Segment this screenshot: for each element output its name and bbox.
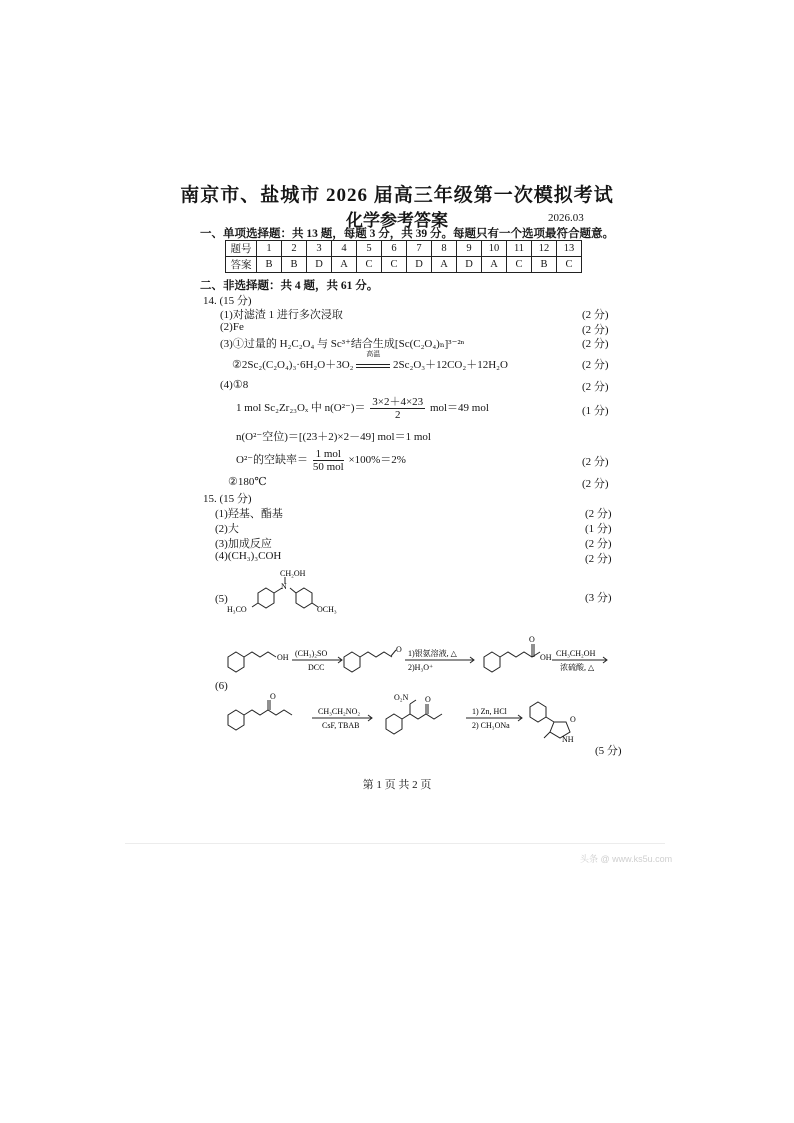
fraction: [370, 396, 425, 421]
denominator: 2: [394, 409, 401, 421]
hydroxyl-label: OH: [277, 653, 289, 662]
benzene-ring: [530, 702, 546, 722]
answer-cell: C: [382, 257, 407, 273]
question-number: 6: [382, 241, 407, 257]
q14-score-1: (2 分): [582, 309, 609, 321]
calc-1-suffix: mol＝49 mol: [429, 402, 489, 415]
answer-cell: B: [257, 257, 282, 273]
benzene-ring: [228, 652, 244, 672]
benzene-ring: [228, 710, 244, 730]
equals-sign: [356, 364, 390, 368]
number-row: [226, 241, 582, 257]
q14-answer-2: (2)Fe: [220, 321, 244, 333]
reagent-bottom: CsF, TBAB: [322, 721, 360, 730]
answer-table: [225, 240, 582, 273]
reagent-top: CH₃CH₂OH: [556, 649, 596, 658]
q14-calc-1: [236, 396, 489, 421]
page-footer: 第 1 页 共 2 页: [362, 779, 432, 791]
reagent-bottom: 2) CH₃ONa: [472, 721, 510, 730]
question-number: 1: [257, 241, 282, 257]
question-number: 8: [432, 241, 457, 257]
oxygen-label: O: [570, 715, 576, 724]
equation-reactants: ②2Sc₂(C₂O₄)₃·6H₂O＋3O₂: [232, 359, 354, 371]
reagent-top: CH₃CH₂NO₂: [318, 707, 361, 716]
q15-score-5: (3 分): [585, 592, 612, 604]
amine-label: NH: [562, 735, 574, 744]
numerator: 3×2＋4×23: [372, 396, 424, 408]
divider: [125, 843, 665, 844]
oxygen-label: O: [529, 635, 535, 644]
oxygen-label: O: [270, 692, 276, 701]
hydroxymethyl-group: CH₂OH: [280, 569, 306, 578]
q15-answer-1: (1)羟基、酯基: [215, 508, 283, 520]
q15-answer-6-label: (6): [215, 680, 228, 692]
methoxy-left: H₃CO: [227, 605, 247, 614]
reagent-top: 1) Zn, HCl: [472, 707, 507, 716]
denominator: 50 mol: [312, 461, 344, 473]
answer-row: [226, 257, 582, 273]
reaction-condition: 高温: [366, 350, 381, 358]
answer-cell: B: [532, 257, 557, 273]
reagent-bottom: DCC: [308, 663, 325, 672]
equation-products: 2Sc₂O₃＋12CO₂＋12H₂O: [392, 359, 508, 371]
question-number: 3: [307, 241, 332, 257]
question-number: 9: [457, 241, 482, 257]
page-title: 南京市、盐城市 2026 届高三年级第一次模拟考试: [180, 185, 614, 206]
row-label: 题号: [226, 241, 257, 257]
q15-score-2: (1 分): [585, 523, 612, 535]
question-number: 4: [332, 241, 357, 257]
q14-answer-5: (4)①8: [220, 379, 249, 391]
answer-cell: C: [507, 257, 532, 273]
q15-score-3: (2 分): [585, 538, 612, 550]
section2-heading: 二、非选择题：共 4 题，共 61 分。: [200, 280, 379, 292]
exam-date: 2026.03: [548, 212, 584, 224]
chain: [402, 714, 442, 719]
benzene-ring-left: [258, 588, 274, 608]
reagent-top: (CH₃)₂SO: [295, 649, 328, 658]
q14-answer-1: (1)对滤渣 1 进行多次浸取: [220, 309, 343, 321]
q14-score-8: (2 分): [582, 456, 609, 468]
synthesis-route-row-2: [222, 688, 612, 748]
q14-heading: 14. (15 分): [203, 295, 252, 307]
q14-score-3: (2 分): [582, 338, 609, 350]
q15-answer-5-label: (5): [215, 593, 228, 605]
q14-score-9: (2 分): [582, 478, 609, 490]
benzene-ring: [344, 652, 360, 672]
q14-score-4: (2 分): [582, 359, 609, 371]
q15-score-1: (2 分): [585, 508, 612, 520]
oxygen-label: O: [396, 645, 402, 654]
q14-answer-9: ②180℃: [228, 476, 267, 488]
q14-calc-2: n(O²⁻空位)＝[(23＋2)×2－49] mol＝1 mol: [236, 431, 431, 443]
answer-cell: D: [407, 257, 432, 273]
numerator: 1 mol: [313, 448, 344, 461]
question-number: 10: [482, 241, 507, 257]
allyl-chain: [244, 652, 276, 657]
hydroxyl-label: OH: [540, 653, 552, 662]
q15-answer-3: (3)加成反应: [215, 538, 272, 550]
methoxy-right: OCH₃: [317, 605, 337, 614]
row-label: 答案: [226, 257, 257, 273]
reaction-condition-arrow: [356, 350, 390, 368]
reagent-top: 1)银氨溶液, △: [408, 649, 457, 658]
answer-cell: B: [282, 257, 307, 273]
reagent-bottom: 2)H₃O⁺: [408, 663, 434, 672]
q14-score-5: (2 分): [582, 381, 609, 393]
section1-heading: 一、单项选择题：共 13 题，每题 3 分，共 39 分。每题只有一个选项最符合题意。: [200, 228, 614, 240]
answer-cell: C: [357, 257, 382, 273]
q15-5-structure: [222, 568, 362, 624]
question-number: 5: [357, 241, 382, 257]
q15-answer-4: (4)(CH₃)₃COH: [215, 550, 282, 562]
question-number: 13: [557, 241, 582, 257]
q15-answer-2: (2)大: [215, 523, 239, 535]
answer-cell: D: [307, 257, 332, 273]
question-number: 7: [407, 241, 432, 257]
q15-score-6: (5 分): [595, 745, 622, 757]
oxygen-label: O: [425, 695, 431, 704]
answer-cell: C: [557, 257, 582, 273]
answer-cell: A: [432, 257, 457, 273]
fraction: [313, 448, 344, 473]
answer-cell: A: [332, 257, 357, 273]
calc-3-prefix: O²⁻的空缺率＝: [236, 454, 309, 467]
q15-score-4: (2 分): [585, 553, 612, 565]
calc-3-suffix: ×100%＝2%: [348, 454, 406, 467]
q14-equation: [232, 350, 508, 372]
question-number: 2: [282, 241, 307, 257]
watermark: 头条 @ www.ks5u.com: [580, 854, 673, 864]
nitro-label: O₂N: [394, 693, 409, 702]
page-subtitle: 化学参考答案: [346, 211, 448, 230]
q14-calc-3: [236, 448, 406, 473]
q14-answer-3: (3)①过量的 H₂C₂O₄ 与 Sc³⁺结合生成[Sc(C₂O₄)ₙ]³⁻²ⁿ: [220, 338, 465, 350]
chain: [360, 652, 392, 657]
ester-chain: [244, 710, 292, 715]
benzene-ring-right: [296, 588, 312, 608]
q15-heading: 15. (15 分): [203, 493, 252, 505]
calc-1-prefix: 1 mol Sc₂Zr₂₃Oₓ 中 n(O²⁻)＝: [236, 402, 366, 415]
q14-score-2: (2 分): [582, 324, 609, 336]
q14-score-6: (1 分): [582, 405, 609, 417]
benzene-ring: [484, 652, 500, 672]
benzene-ring: [386, 714, 402, 734]
answer-cell: A: [482, 257, 507, 273]
synthesis-route-row-1: [222, 630, 612, 680]
answer-cell: D: [457, 257, 482, 273]
question-number: 11: [507, 241, 532, 257]
reagent-bottom: 浓硫酸, △: [560, 663, 595, 672]
nitrogen-label: N: [281, 582, 287, 591]
question-number: 12: [532, 241, 557, 257]
